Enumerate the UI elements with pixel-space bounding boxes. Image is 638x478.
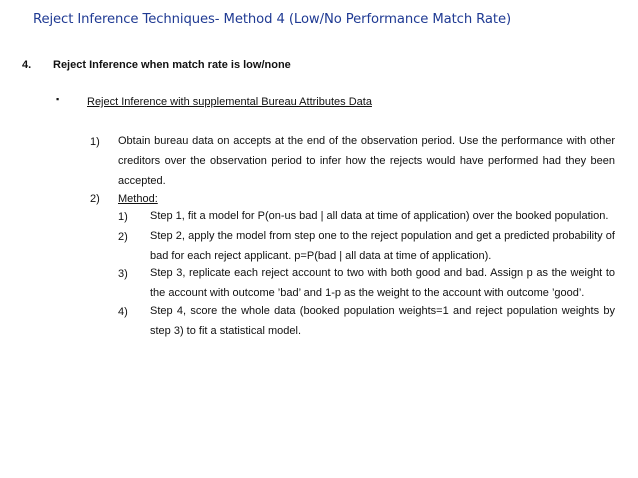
method-label: Method: — [118, 193, 158, 205]
subsection-title: Reject Inference with supplemental Bureau Attributes Data — [87, 96, 372, 108]
square-bullet-icon: ▪ — [56, 94, 60, 104]
step-2-text: Step 2, apply the model from step one to the reject population and get a predicted probability of bad for each reject applicant. p=P(bad | all data at time of application). — [150, 230, 615, 262]
step-3-text: Step 3, replicate each reject account to two with both good and bad. Assign p as the weight to the account with outcome ’bad’ and 1-p as the weight to the account with outcome ’good’. — [150, 267, 615, 299]
step-2-number: 2) — [118, 231, 128, 243]
step-1-number: 1) — [118, 211, 128, 223]
step-1-text: Step 1, fit a model for P(on-us bad | all data at time of application) over the booked population. — [150, 210, 609, 222]
step-3-number: 3) — [118, 268, 128, 280]
item-1-number: 1) — [90, 136, 100, 148]
slide-title: Reject Inference Techniques- Method 4 (Low/No Performance Match Rate) — [33, 12, 512, 27]
step-4-text: Step 4, score the whole data (booked population weights=1 and reject population weights by step 3) to fit a statistical model. — [150, 305, 615, 337]
section-number: 4. — [22, 59, 32, 71]
section-title: Reject Inference when match rate is low/none — [53, 59, 291, 71]
item-1-text: Obtain bureau data on accepts at the end of the observation period. Use the performance with other creditors over the observation period to infer how the rejects would have performed had they been accepted. — [118, 135, 615, 187]
step-4-number: 4) — [118, 306, 128, 318]
item-2-number: 2) — [90, 193, 100, 205]
